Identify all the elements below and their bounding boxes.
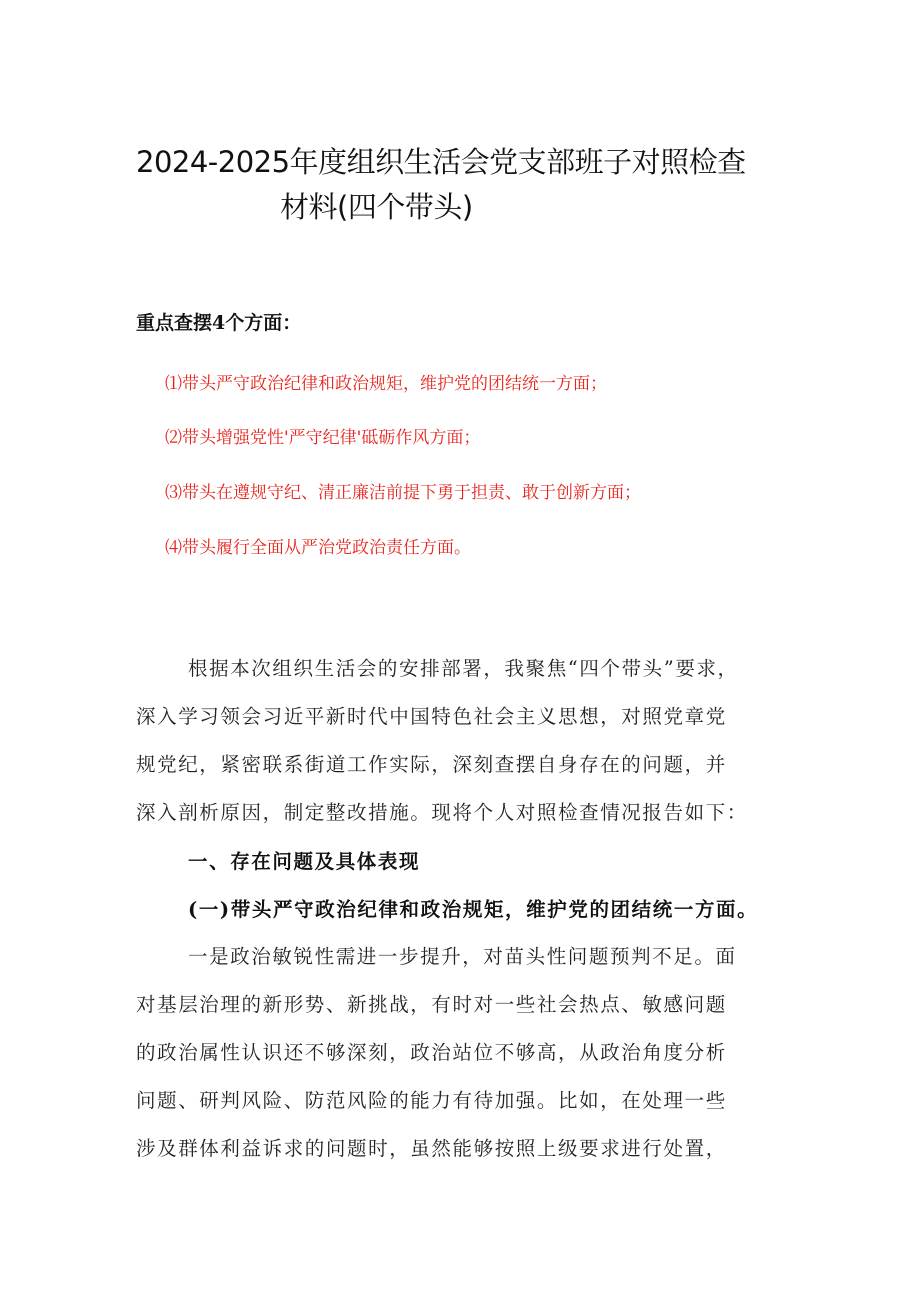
paragraph-line: 根据本次组织生活会的安排部署，我聚焦“四个带头”要求，	[188, 657, 739, 680]
paragraph-line: 规党纪，紧密联系街道工作实际，深刻查摆自身存在的问题，并	[136, 753, 727, 776]
document-title-line-1: 2024-2025年度组织生活会党支部班子对照检查	[136, 145, 746, 179]
focus-item: ⑷带头履行全面从严治党政治责任方面。	[165, 538, 471, 558]
focus-item: ⑴带头严守政治纪律和政治规矩，维护党的团结统一方面；	[165, 374, 607, 394]
section-heading: 一、存在问题及具体表现	[188, 850, 421, 873]
paragraph-line: 深入学习领会习近平新时代中国特色社会主义思想，对照党章党	[136, 705, 727, 728]
paragraph-line: 涉及群体利益诉求的问题时，虽然能够按照上级要求进行处置，	[136, 1137, 727, 1160]
detail-paragraph	[136, 933, 796, 1173]
focus-heading: 重点查摆4个方面：	[136, 312, 302, 334]
focus-item: ⑵带头增强党性'严守纪律'砥砺作风方面；	[165, 428, 481, 448]
subsection-heading: (一)带头严守政治纪律和政治规矩，维护党的团结统一方面。	[188, 898, 759, 921]
intro-paragraph	[136, 645, 796, 837]
paragraph-line: 的政治属性认识还不够深刻，政治站位不够高，从政治角度分析	[136, 1041, 727, 1064]
paragraph-line: 一是政治敏锐性需进一步提升，对苗头性问题预判不足。面	[188, 945, 737, 968]
paragraph-line: 对基层治理的新形势、新挑战，有时对一些社会热点、敏感问题	[136, 993, 727, 1016]
focus-item: ⑶带头在遵规守纪、清正廉洁前提下勇于担责、敢于创新方面；	[165, 483, 641, 503]
paragraph-line: 问题、研判风险、防范风险的能力有待加强。比如，在处理一些	[136, 1089, 727, 1112]
document-title-line-2: 材料(四个带头)	[280, 190, 473, 224]
paragraph-line: 深入剖析原因，制定整改措施。现将个人对照检查情况报告如下：	[136, 801, 748, 824]
